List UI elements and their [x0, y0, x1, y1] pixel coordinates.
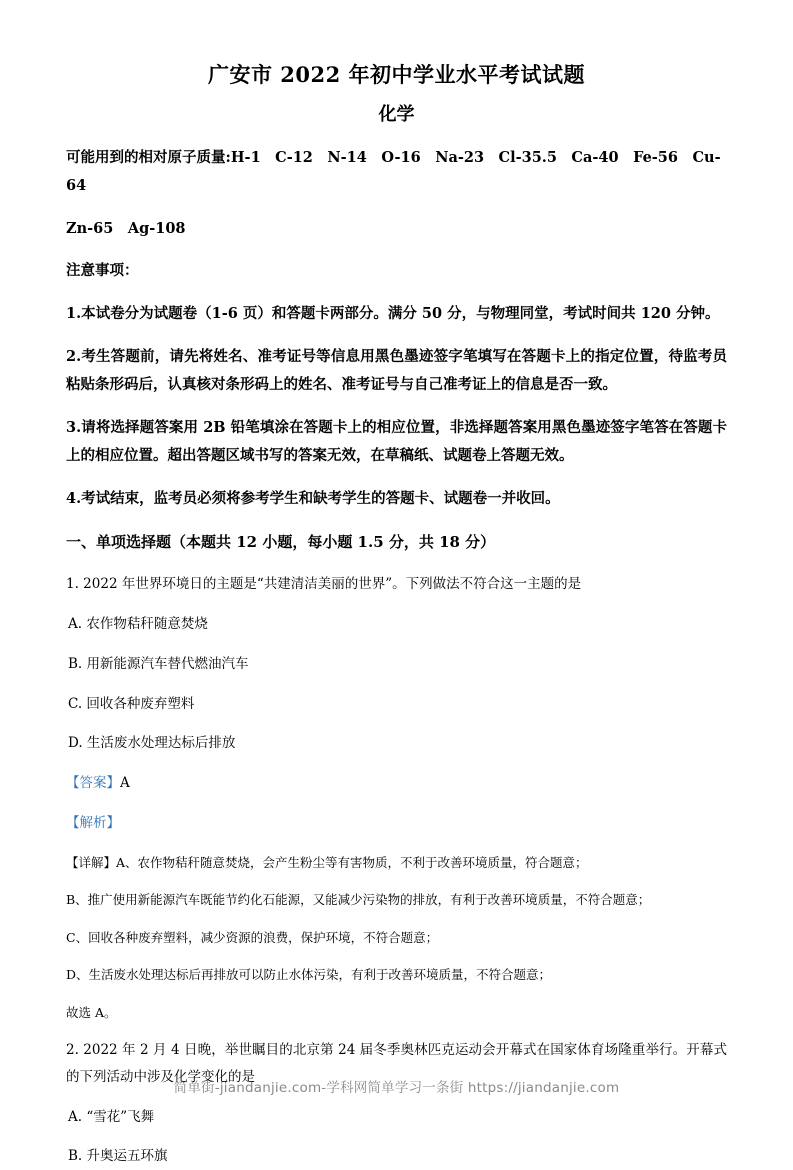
- page-title: 广安市 2022 年初中学业水平考试试题: [207, 62, 586, 87]
- notice-item-2: 2.考生答题前，请先将姓名、准考证号等信息用黑色墨迹签字笔填写在答题卡上的指定位置，待监考员粘贴条形码后，认真核对条形码上的姓名、准考证号与自己准考证上的信息是否一致。: [66, 347, 727, 394]
- notice-item-4: 4.考试结束，监考员必须将参考学生和缺考学生的答题卡、试题卷一并收回。: [66, 489, 560, 507]
- answer-label: 【答案】: [66, 775, 120, 792]
- question-1-explanation-4: D、生活废水处理达标后再排放可以防止水体污染，有利于改善环境质量，不符合题意；: [66, 967, 552, 983]
- question-1-option-b: B. 用新能源汽车替代燃油汽车: [68, 655, 249, 672]
- question-2-stem: 2. 2022 年 2 月 4 日晚，举世瞩目的北京第 24 届冬季奥林匹克运动会开幕式在国家体育场隆重举行。开幕式的下列活动中涉及化学变化的是: [66, 1042, 727, 1085]
- atomic-mass-line-2: Zn-65 Ag-108: [66, 219, 186, 237]
- page-subtitle: 化学: [378, 104, 415, 126]
- atomic-mass-line-1: 可能用到的相对原子质量:H-1 C-12 N-14 O-16 Na-23 Cl-35.5 Ca-40 Fe-56 Cu-64: [66, 148, 721, 194]
- footer-watermark: 简单街-jiandanjie.com-学科网简单学习一条街 https://jiandanjie.com: [173, 1080, 620, 1096]
- question-1-option-d: D. 生活废水处理达标后排放: [68, 735, 236, 752]
- analysis-label: 【解析】: [66, 815, 120, 832]
- question-1-explanation-5: 故选 A。: [66, 1004, 117, 1020]
- section-heading: 一、单项选择题（本题共 12 小题，每小题 1.5 分，共 18 分）: [66, 532, 496, 551]
- notice-item-1: 1.本试卷分为试题卷（1-6 页）和答题卡两部分。满分 50 分，与物理同堂，考试时间共 120 分钟。: [66, 305, 720, 323]
- question-1-stem: 1. 2022 年世界环境日的主题是“共建清洁美丽的世界”。下列做法不符合这一主题的是: [66, 576, 582, 593]
- answer-value: A: [120, 775, 130, 792]
- notice-item-3: 3.请将选择题答案用 2B 铅笔填涂在答题卡上的相应位置，非选择题答案用黑色墨迹签字笔答在答题卡上的相应位置。超出答题区域书写的答案无效，在草稿纸、试题卷上答题无效。: [66, 418, 727, 465]
- question-1-analysis-label: [66, 810, 727, 836]
- question-1-explanation-3: C、回收各种废弃塑料，减少资源的浪费，保护环境，不符合题意；: [66, 929, 439, 945]
- question-1-option-c: C. 回收各种废弃塑料: [68, 695, 195, 712]
- question-2-option-a: A. “雪花”飞舞: [68, 1108, 155, 1125]
- question-2-option-b: B. 升奥运五环旗: [68, 1148, 168, 1165]
- question-1-explanation-2: B、推广使用新能源汽车既能节约化石能源，又能减少污染物的排放，有利于改善环境质量，不符合题意；: [66, 892, 651, 908]
- question-1-answer: [66, 770, 727, 796]
- question-1-option-a: A. 农作物秸秆随意焚烧: [68, 616, 208, 633]
- question-1-explanation-1: 【详解】A、农作物秸秆随意焚烧，会产生粉尘等有害物质，不利于改善环境质量，符合题意；: [66, 854, 588, 870]
- notice-heading: 注意事项：: [66, 262, 139, 280]
